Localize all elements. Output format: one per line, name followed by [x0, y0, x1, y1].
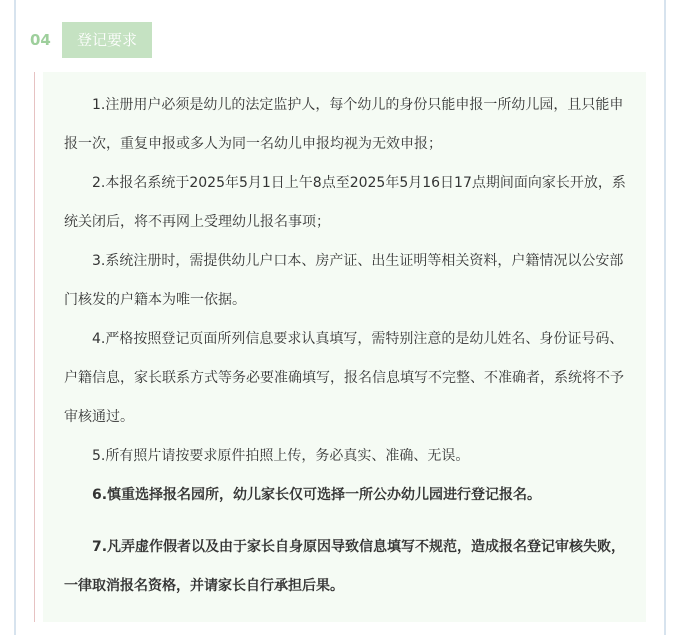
section-number: 04 — [30, 31, 51, 49]
frame-border-right — [664, 0, 666, 635]
section-title: 登记要求 — [62, 22, 152, 58]
requirement-5: 5.所有照片请按要求原件拍照上传，务必真实、准确、无误。 — [92, 448, 470, 464]
requirement-7: 7.凡弄虚作假者以及由于家长自身原因导致信息填写不规范，造成报名登记审核失败，一律取消报名资格，并请家长自行承担后果。 — [64, 539, 626, 594]
frame-border-left — [14, 0, 16, 635]
requirement-1: 1.注册用户必须是幼儿的法定监护人，每个幼儿的身份只能申报一所幼儿园，且只能申报一次，重复申报或多人为同一名幼儿申报均视为无效申报； — [64, 97, 624, 152]
requirement-6: 6.慎重选择报名园所，幼儿家长仅可选择一所公办幼儿园进行登记报名。 — [92, 487, 542, 503]
requirement-3: 3.系统注册时，需提供幼儿户口本、房产证、出生证明等相关资料，户籍情况以公安部门核发的户籍本为唯一依据。 — [64, 253, 624, 308]
section-header — [30, 22, 152, 58]
requirement-4: 4.严格按照登记页面所列信息要求认真填写，需特别注意的是幼儿姓名、身份证号码、户籍信息，家长联系方式等务必要准确填写，报名信息填写不完整、不准确者，系统将不予审核通过。 — [64, 331, 624, 425]
content-accent-line — [34, 72, 35, 622]
requirement-2: 2.本报名系统于2025年5月1日上午8点至2025年5月16日17点期间面向家长开放，系统关闭后，将不再网上受理幼儿报名事项； — [64, 175, 626, 230]
